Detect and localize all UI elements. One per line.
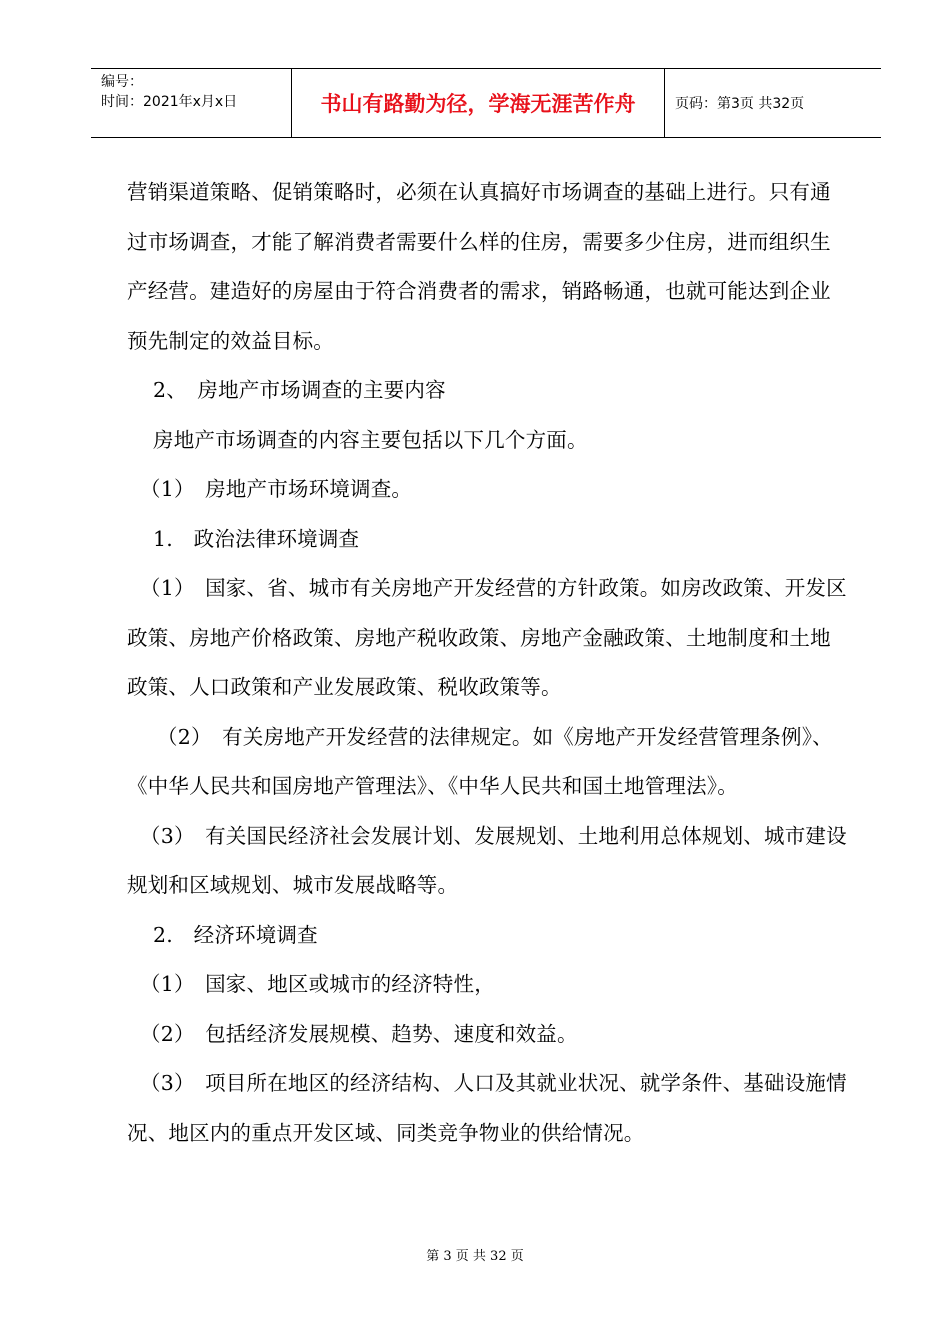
header-page-info: 页码：第3页 共32页 bbox=[675, 96, 805, 112]
subsection-heading: 2. 经济环境调查 bbox=[153, 922, 318, 947]
list-item: （3） 项目所在地区的经济结构、人口及其就业状况、就学条件、基础设施情况、地区内的重点开发区域、同类竞争物业的供给情况。 bbox=[127, 1071, 847, 1145]
document-header bbox=[91, 68, 881, 138]
document-body bbox=[127, 168, 850, 1158]
paragraph: 营销渠道策略、促销策略时，必须在认真搞好市场调查的基础上进行。只有通过市场调查，才能了解消费者需要什么样的住房，需要多少住房，进而组织生产经营。建造好的房屋由于符合消费者的需求，销路畅通，也就可能达到企业预先制定的效益目标。 bbox=[127, 180, 831, 353]
list-item: （2） 包括经济发展规模、趋势、速度和效益。 bbox=[140, 1021, 578, 1046]
list-item: （2） 有关房地产开发经营的法律规定。如《房地产开发经营管理条例》、《中华人民共和国房地产管理法》、《中华人民共和国土地管理法》。 bbox=[127, 724, 833, 798]
time-label: 时间：2021年x月x日 bbox=[101, 94, 238, 110]
subsection-heading: 1. 政治法律环境调查 bbox=[153, 526, 360, 551]
section-heading: 2、 房地产市场调查的主要内容 bbox=[153, 378, 446, 402]
header-meta-cell bbox=[91, 69, 292, 137]
subsection-heading: （1） 房地产市场环境调查。 bbox=[140, 477, 413, 501]
list-item: （1） 国家、省、城市有关房地产开发经营的方针政策。如房改政策、开发区政策、房地产价格政策、房地产税收政策、房地产金融政策、土地制度和土地政策、人口政策和产业发展政策、税收政策等。 bbox=[127, 576, 847, 699]
page-footer: 第 3 页 共 32 页 bbox=[426, 1249, 524, 1264]
paragraph: 房地产市场调查的内容主要包括以下几个方面。 bbox=[153, 427, 588, 452]
header-motto: 书山有路勤为径，学海无涯苦作舟 bbox=[292, 69, 665, 137]
number-label: 编号： bbox=[101, 74, 143, 90]
list-item: （3） 有关国民经济社会发展计划、发展规划、土地利用总体规划、城市建设规划和区域规划、城市发展战略等。 bbox=[127, 823, 847, 897]
list-item: （1） 国家、地区或城市的经济特性， bbox=[140, 972, 495, 996]
